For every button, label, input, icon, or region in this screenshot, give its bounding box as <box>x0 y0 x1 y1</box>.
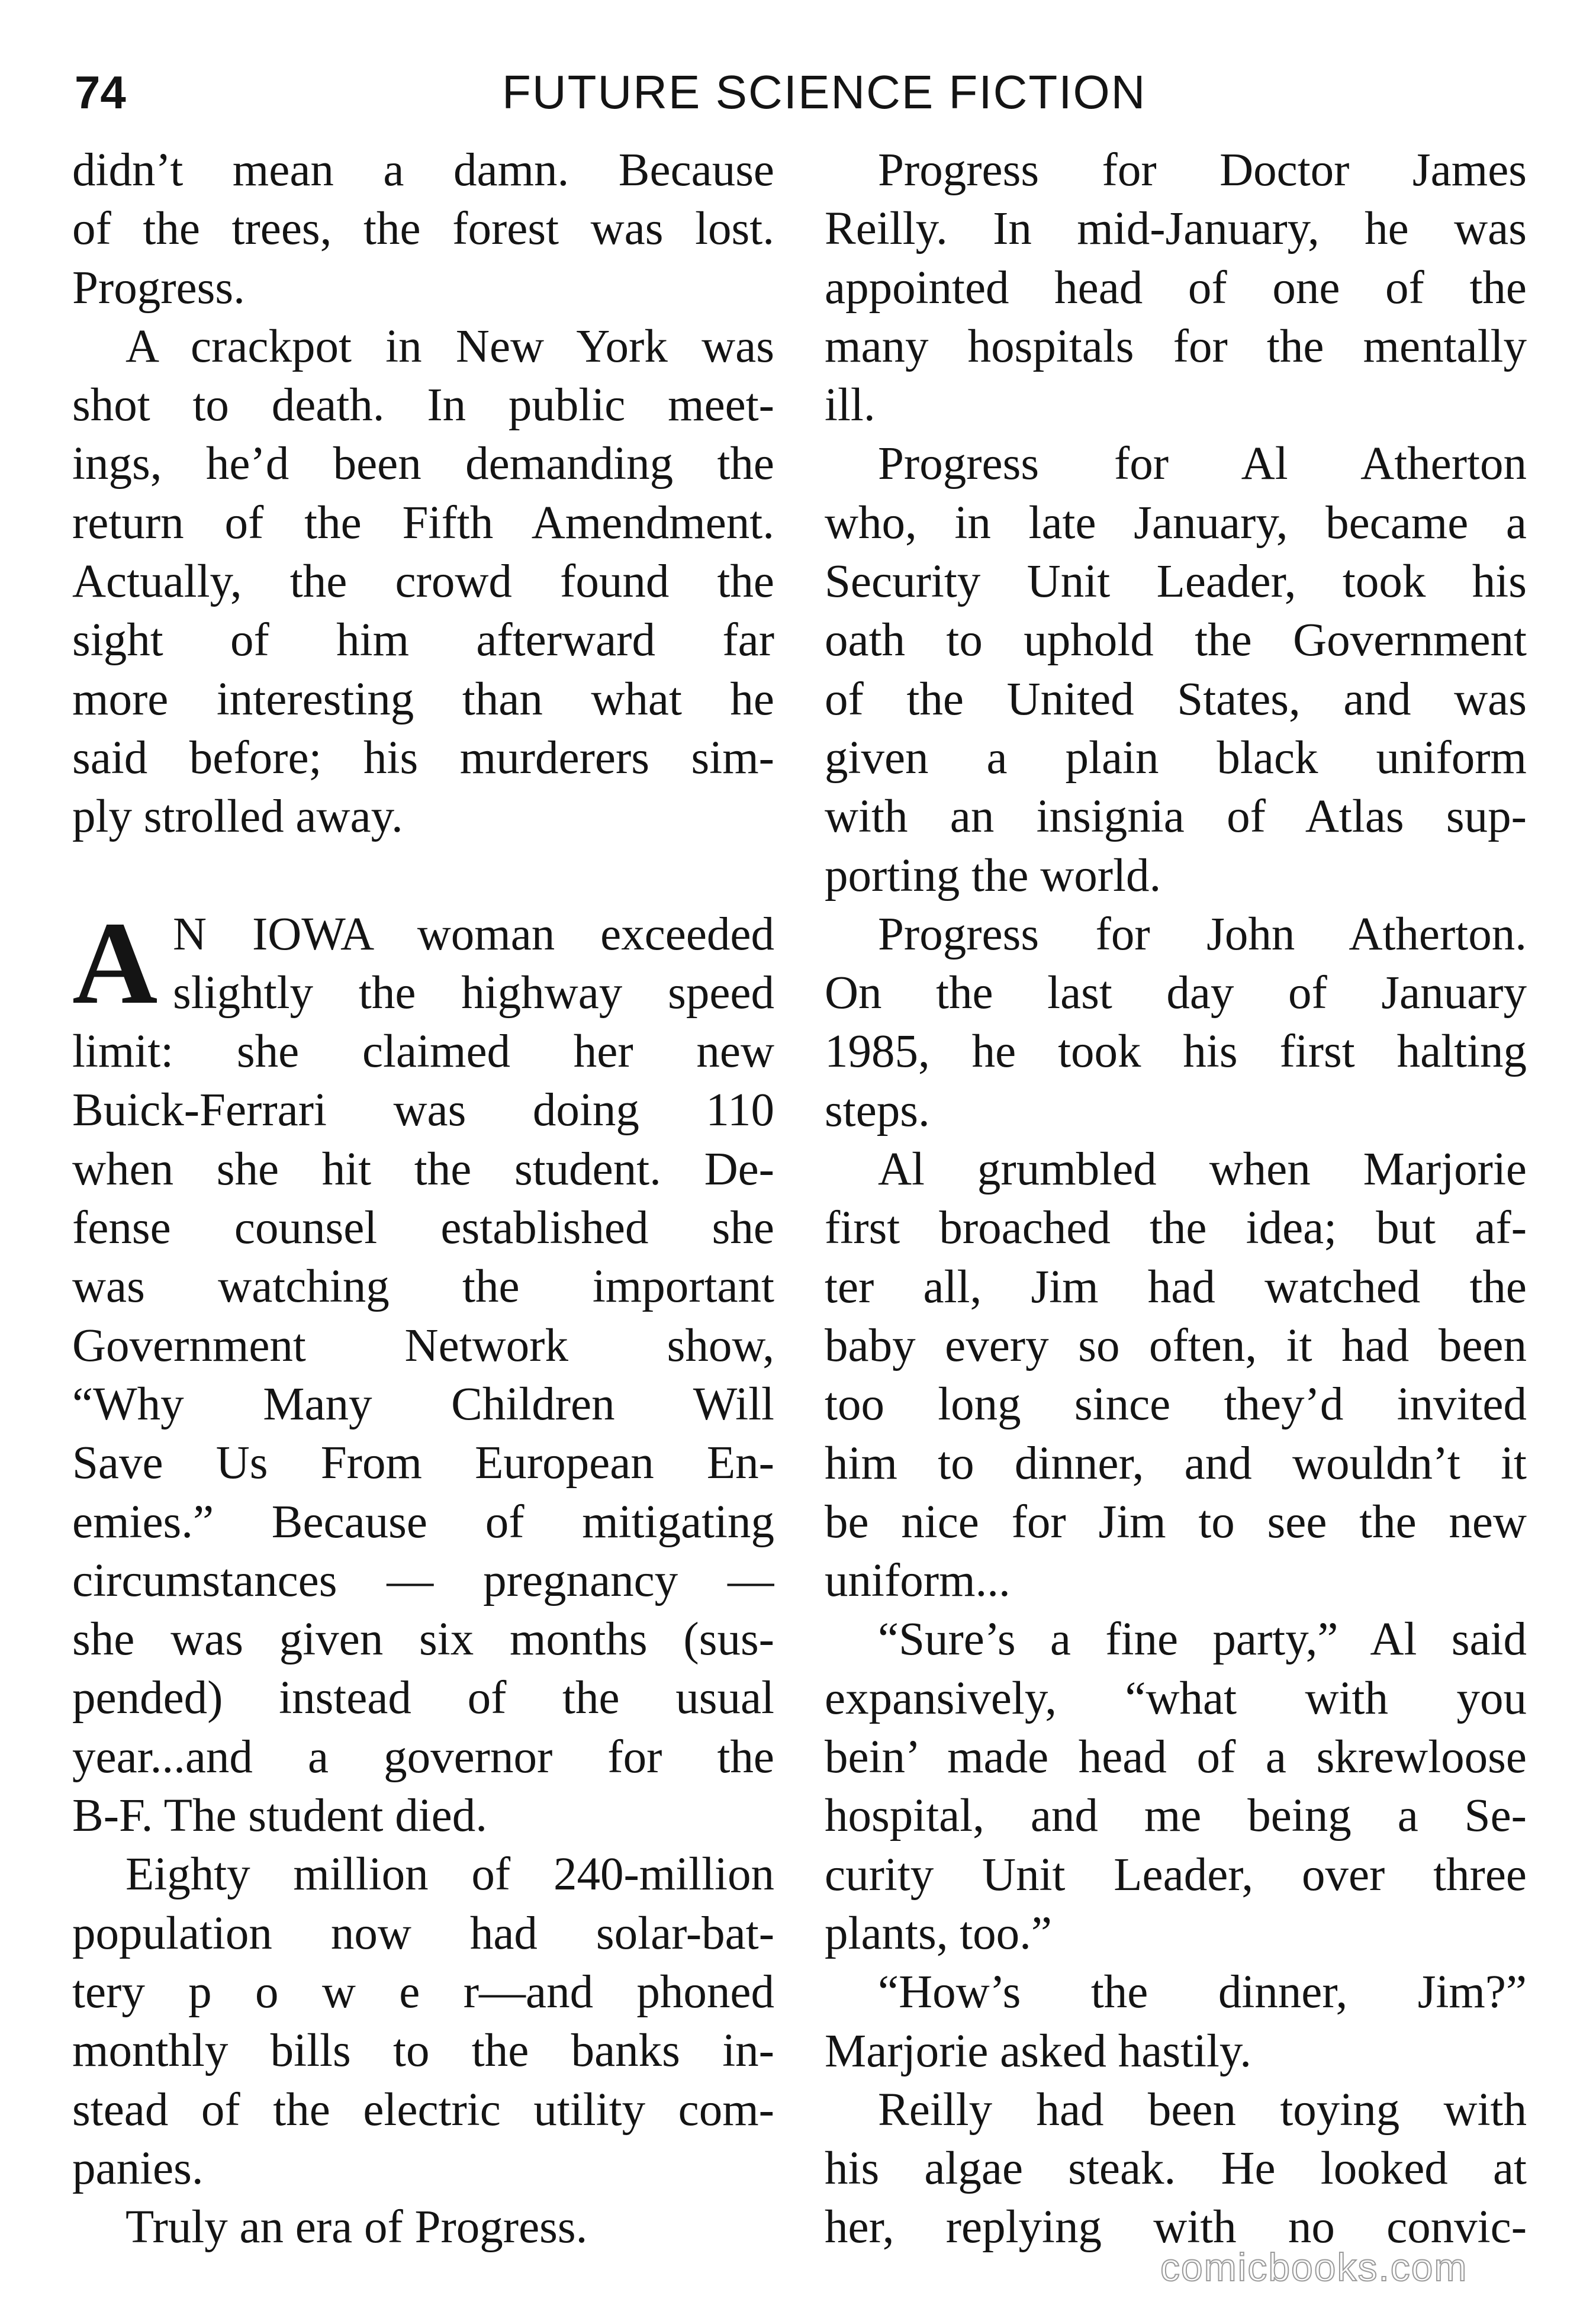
text-line: ter all, Jim had watched the <box>825 1261 1527 1313</box>
text-line: more interesting than what he <box>72 673 774 725</box>
text-line: him to dinner, and wouldn’t it <box>825 1437 1527 1489</box>
text-line: first broached the idea; but af- <box>825 1202 1527 1254</box>
text-line: population now had solar-bat- <box>72 1907 774 1959</box>
text-line: bein’ made head of a skrewloose <box>825 1731 1527 1783</box>
text-line: said before; his murderers sim- <box>72 732 774 784</box>
text-line: expansively, “what with you <box>825 1672 1527 1724</box>
text-line: with an insignia of Atlas sup- <box>825 791 1527 843</box>
text-line: limit: she claimed her new <box>72 1026 774 1078</box>
text-line: steps. <box>825 1084 930 1137</box>
text-line: circumstances — pregnancy — <box>72 1554 774 1606</box>
text-line: On the last day of January <box>825 967 1527 1019</box>
text-line: Marjorie asked hastily. <box>825 2025 1252 2077</box>
text-line: “Why Many Children Will <box>72 1378 774 1430</box>
left-column <box>72 141 774 2256</box>
paragraph <box>72 2198 774 2256</box>
text-line: was watching the important <box>72 1261 774 1313</box>
text-line: given a plain black uniform <box>825 732 1527 784</box>
text-line: B-F. The student died. <box>72 1790 487 1842</box>
paragraph <box>72 897 774 1846</box>
text-line: fense counsel established she <box>72 1202 774 1254</box>
drop-cap: A <box>72 897 158 1029</box>
text-line: slightly the highway speed <box>173 967 774 1019</box>
paragraph <box>825 434 1527 904</box>
text-line: panies. <box>72 2142 204 2194</box>
text-line: she was given six months (sus- <box>72 1614 774 1666</box>
text-line: pended) instead of the usual <box>72 1672 774 1724</box>
text-line: Progress for Al Atherton <box>878 438 1527 490</box>
text-line: Actually, the crowd found the <box>72 556 774 608</box>
text-line: Reilly. In mid-January, he was <box>825 203 1527 255</box>
text-line: uniform... <box>825 1555 1011 1607</box>
text-line: hospital, and me being a Se- <box>825 1790 1527 1842</box>
section-break <box>72 846 774 905</box>
text-line: N IOWA woman exceeded <box>173 908 774 960</box>
text-line: Progress for John Atherton. <box>878 908 1527 960</box>
paragraph <box>72 317 774 846</box>
text-line: Eighty million of 240-million <box>126 1849 774 1901</box>
text-line: who, in late January, became a <box>825 497 1527 549</box>
text-line: Government Network show, <box>72 1319 774 1372</box>
paragraph <box>825 1963 1527 2081</box>
paragraph <box>825 2081 1527 2257</box>
text-line: baby every so often, it had been <box>825 1319 1527 1372</box>
text-line: tery p o w e r—and phoned <box>72 1966 774 2018</box>
paragraph <box>825 905 1527 1140</box>
text-line: Buick-Ferrari was doing 110 <box>72 1084 774 1137</box>
right-column <box>825 141 1527 2257</box>
paragraph <box>72 141 774 317</box>
text-line: oath to uphold the Government <box>825 614 1527 667</box>
paragraph <box>825 1140 1527 1610</box>
watermark: comicbooks.com <box>1160 2245 1468 2289</box>
text-line: her, replying with no convic- <box>825 2201 1527 2253</box>
text-line: year...and a governor for the <box>72 1731 774 1783</box>
text-line: 1985, he took his first halting <box>825 1026 1527 1078</box>
text-line: when she hit the student. De- <box>72 1143 774 1195</box>
text-line: shot to death. In public meet- <box>72 379 774 432</box>
text-line: many hospitals for the mentally <box>825 320 1527 372</box>
text-line: be nice for Jim to see the new <box>825 1496 1527 1548</box>
text-line: A crackpot in New York was <box>126 320 774 372</box>
paragraph <box>72 1845 774 2198</box>
text-line: ings, he’d been demanding the <box>72 438 774 490</box>
text-line: “Sure’s a fine party,” Al said <box>878 1614 1527 1666</box>
text-line: ply strolled away. <box>72 791 403 843</box>
running-title: FUTURE SCIENCE FICTION <box>502 66 1147 118</box>
text-line: “How’s the dinner, Jim?” <box>878 1966 1527 2018</box>
text-line: plants, too.” <box>825 1907 1052 1959</box>
text-line: his algae steak. He looked at <box>825 2143 1527 2195</box>
text-line: Save Us From European En- <box>72 1437 774 1489</box>
text-line: return of the Fifth Amendment. <box>72 497 774 549</box>
paragraph <box>825 141 1527 434</box>
text-line: ill. <box>825 379 876 432</box>
text-line: appointed head of one of the <box>825 262 1527 314</box>
text-line: emies.” Because of mitigating <box>72 1496 774 1548</box>
text-line: Progress. <box>72 262 245 314</box>
text-line: curity Unit Leader, over three <box>825 1849 1527 1901</box>
text-line: sight of him afterward far <box>72 614 774 667</box>
text-line: monthly bills to the banks in- <box>72 2025 774 2077</box>
text-line: of the trees, the forest was lost. <box>72 203 774 255</box>
text-line: of the United States, and was <box>825 673 1527 725</box>
text-line: Al grumbled when Marjorie <box>878 1144 1527 1196</box>
text-line: Truly an era of Progress. <box>126 2201 588 2253</box>
text-line: Progress for Doctor James <box>878 144 1527 196</box>
text-line: too long since they’d invited <box>825 1379 1527 1431</box>
page-header <box>0 57 1596 128</box>
text-line: Reilly had been toying with <box>878 2084 1527 2136</box>
page-number: 74 <box>75 66 126 118</box>
text-line: didn’t mean a damn. Because <box>72 144 774 196</box>
paragraph <box>825 1610 1527 1963</box>
text-line: Security Unit Leader, took his <box>825 556 1527 608</box>
text-line: stead of the electric utility com- <box>72 2084 774 2136</box>
text-line: porting the world. <box>825 849 1161 902</box>
